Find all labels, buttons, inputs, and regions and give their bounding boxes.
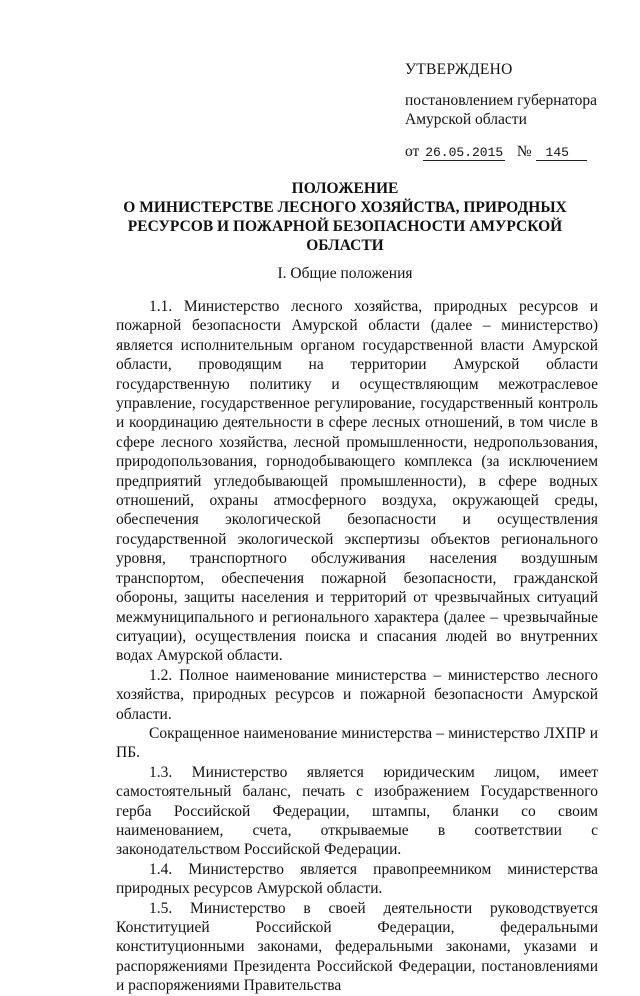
paragraph-short-name: Сокращенное наименование министерства – министерство ЛХПР и ПБ. [116, 724, 598, 762]
paragraph-1-4: 1.4. Министерство является правопреемником министерства природных ресурсов Амурской области. [116, 860, 598, 898]
approval-date-line [405, 142, 597, 162]
paragraph-1-2: 1.2. Полное наименование министерства – министерство лесного хозяйства, природных ресурсов и пожарной безопасности Амурской области. [116, 666, 598, 723]
title-line-4: ОБЛАСТИ [306, 237, 384, 254]
paragraph-1-1: 1.1. Министерство лесного хозяйства, природных ресурсов и пожарной безопасности Амурской области (далее – министерство) является исполнительным органом государственной власти Амурской области, проводящим на территории Амурской области государственную политику и осуществляющим межотраслевое управление, государственное регулирование, государственный контроль и координацию деятельности в сфере лесных отношений, в том числе в сфере лесного хозяйства, лесной промышленности, недропользования, природопользования, горнодобывающего комплекса (за исключением предприятий угледобывающей промышленности), в сфере водных отношений, охраны атмосферного воздуха, окружающей среды, обеспечения экологической безопасности и осуществления государственной экологической экспертизы объектов регионального уровня, транспортного обслуживания населения воздушным транспортом, обеспечения пожарной безопасности, гражданской обороны, защиты населения и территорий от чрезвычайных ситуаций межмуниципального и регионального характера (далее – чрезвычайные ситуации), осуществления поиска и спасания людей во внутренних водах Амурской области. [116, 298, 598, 665]
date-prefix: от [405, 143, 420, 160]
number-label: № [516, 143, 532, 160]
title-line-2: О МИНИСТЕРСТВЕ ЛЕСНОГО ХОЗЯЙСТВА, ПРИРОДНЫХ [123, 199, 567, 216]
paragraph-1-3: 1.3. Министерство является юридическим лицом, имеет самостоятельный баланс, печать с изображением Государственного герба Российской Федерации, штампы, бланки со своим наименованием, счета, открываемые в соответствии с законодательством Российской Федерации. [116, 763, 598, 859]
approval-number: 145 [536, 145, 587, 161]
title-line-3: РЕСУРСОВ И ПОЖАРНОЙ БЕЗОПАСНОСТИ АМУРСКОЙ [127, 218, 563, 235]
paragraph-1-5: 1.5. Министерство в своей деятельности руководствуется Конституцией Российской Федерации, федеральными конституционными законами, федеральными законами, указами и распоряжениями Президента Российской Федерации, постановлениями и распоряжениями Правительства [116, 899, 598, 995]
approval-line-1: постановлением губернатора [405, 92, 598, 109]
approval-heading: УТВЕРЖДЕНО [405, 61, 513, 78]
title-line-1: ПОЛОЖЕНИЕ [291, 180, 399, 197]
document-body [116, 297, 598, 996]
approval-block [405, 60, 597, 162]
approval-line-2: Амурской области [405, 111, 527, 128]
approval-date: 26.05.2015 [425, 145, 504, 160]
section-heading: I. Общие положения [277, 265, 413, 282]
document-title [110, 179, 580, 255]
